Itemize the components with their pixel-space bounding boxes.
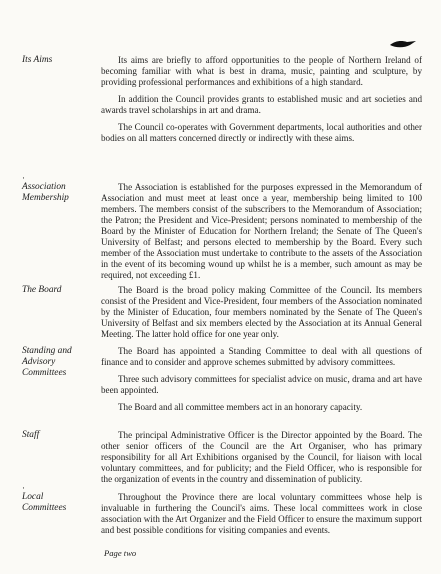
paragraph: Three such advisory committees for specialist advice on music, drama and art have been appointed. [101,374,422,395]
section-body [101,182,422,281]
paragraph: In addition the Council provides grants to established music and art societies and awards travel scholarships in art and drama. [101,94,422,115]
side-heading-line: Committees [22,368,67,378]
side-heading [22,430,100,441]
side-heading-line: Membership [22,193,69,203]
side-heading [22,285,100,296]
side-heading-line: Association [22,182,66,192]
side-heading [22,55,100,66]
section-body [101,492,422,536]
page-number: Page two [104,548,137,558]
side-heading-line: Standing and [22,346,72,356]
paragraph: The Council co-operates with Government departments, local authorities and other bodies on all matters concerned directly or indirectly with these aims. [101,122,422,143]
paragraph: Throughout the Province there are local voluntary committees whose help is invaluable in furthering the Council's aims. These local committees work in close association with the Art Organizer and the Field Officer to ensure the maximum support and best possible conditions for visiting companies and events. [101,492,422,535]
section-body [101,430,422,485]
side-heading-line: Committees [22,503,67,513]
section-body [101,285,422,340]
side-heading-line: Its Aims [22,55,53,65]
side-heading [22,492,100,514]
side-heading-line: Local [22,492,44,502]
paragraph: The Board has appointed a Standing Committee to deal with all questions of finance and to consider and approve schemes submitted by advisory committees. [101,346,422,367]
section-body [101,346,422,413]
section-body [101,55,422,144]
side-heading [22,346,100,379]
side-heading-line: Advisory [22,357,56,367]
paragraph: Its aims are briefly to afford opportunities to the people of Northern Ireland of becoming familiar with what is best in drama, music, painting and sculpture, by providing professional performances and exhibitions of a high standard. [101,55,422,87]
paragraph: The Association is established for the purposes expressed in the Memorandum of Association and must meet at least once a year, membership being limited to 100 members. The members consist of the subscribers to the Memorandum of Association; the Patron; the President and Vice-President; persons nominated to membership of the Board by the Minister of Education for Northern Ireland; the Senate of The Queen's University of Belfast; and persons elected to membership by the Board. Every such member of the Association must undertake to contribute to the assets of the Association in the event of its becoming wound up whilst he is a member, such amount as may be required, not exceeding £1. [101,182,422,280]
side-heading-line: Staff [22,430,40,440]
margin-mark: · [22,483,25,493]
paragraph: The principal Administrative Officer is the Director appointed by the Board. The other senior officers of the Council are the Art Organiser, who has primary responsibility for all Art Exhibitions organised by the Council, for liaison with local voluntary committees, and for publicity; and the Field Officer, who is responsible for the organization of events in the country and dissemination of publicity. [101,430,422,484]
paragraph: The Board is the broad policy making Committee of the Council. Its members consist of the President and Vice-President, four members of the Association nominated by the Minister of Education, four members nominated by the Senate of The Queen's University of Belfast and six members elected by the Association at its Annual General Meeting. The latter hold office for one year only. [101,285,422,339]
side-heading-line: The Board [22,285,62,295]
margin-mark: · [22,173,25,183]
side-heading [22,182,100,204]
paragraph: The Board and all committee members act in an honorary capacity. [118,402,363,412]
ink-mark [389,39,417,49]
